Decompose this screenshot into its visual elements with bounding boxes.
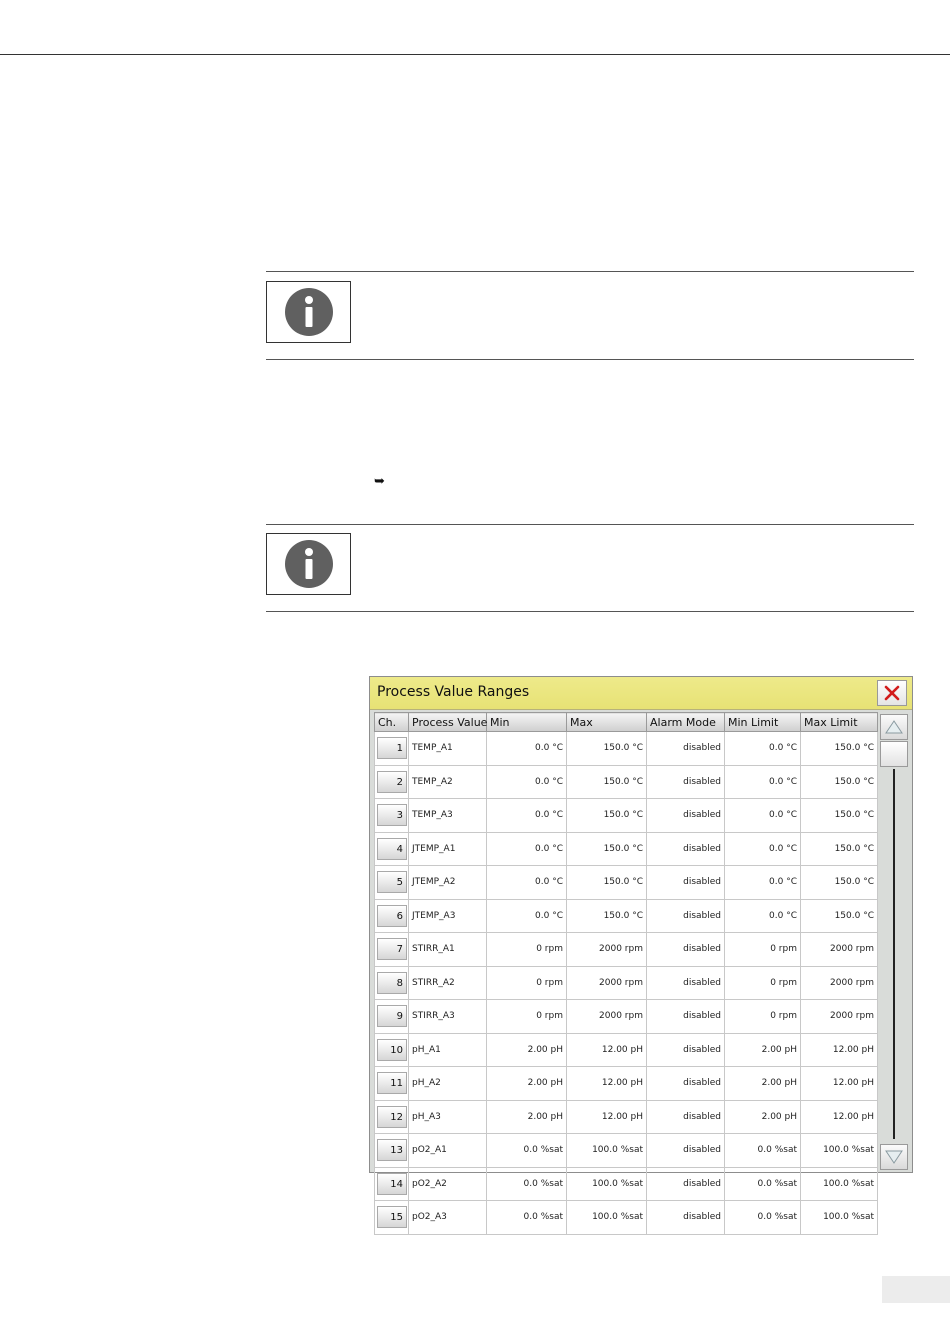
scroll-up-button[interactable] [880, 714, 908, 740]
alarm-mode-value: disabled [647, 1134, 725, 1168]
channel-button[interactable]: 6 [377, 905, 407, 927]
min-limit-value: 0.0 °C [725, 799, 801, 833]
channel-button[interactable]: 5 [377, 871, 407, 893]
min-limit-value: 0.0 °C [725, 732, 801, 766]
note-top-rule [266, 271, 914, 272]
table-row[interactable] [375, 866, 878, 900]
column-header-max[interactable]: Max [567, 713, 647, 732]
max-value: 150.0 °C [567, 832, 647, 866]
min-value: 0.0 %sat [487, 1167, 567, 1201]
process-value-name: pO2_A1 [409, 1134, 487, 1168]
vertical-scrollbar[interactable] [878, 712, 912, 1172]
alarm-mode-value: disabled [647, 866, 725, 900]
max-value: 100.0 %sat [567, 1167, 647, 1201]
max-value: 150.0 °C [567, 732, 647, 766]
arrow-right-icon: ➥ [374, 473, 385, 488]
column-header-min[interactable]: Min [487, 713, 567, 732]
min-limit-value: 2.00 pH [725, 1067, 801, 1101]
max-limit-value: 150.0 °C [801, 866, 878, 900]
info-note-box [266, 533, 351, 595]
process-values-table-area [374, 712, 877, 1224]
table-row[interactable] [375, 1033, 878, 1067]
process-value-name: pH_A2 [409, 1067, 487, 1101]
note-bottom-rule [266, 611, 914, 612]
table-row[interactable] [375, 832, 878, 866]
min-limit-value: 2.00 pH [725, 1033, 801, 1067]
channel-button[interactable]: 9 [377, 1005, 407, 1027]
max-limit-value: 150.0 °C [801, 765, 878, 799]
max-value: 2000 rpm [567, 933, 647, 967]
max-value: 100.0 %sat [567, 1201, 647, 1235]
channel-cell [375, 899, 409, 933]
process-values-table [374, 712, 878, 1235]
max-value: 2000 rpm [567, 966, 647, 1000]
min-value: 2.00 pH [487, 1100, 567, 1134]
column-header-ch[interactable]: Ch. [375, 713, 409, 732]
triangle-down-icon [885, 1150, 903, 1164]
channel-button[interactable]: 13 [377, 1139, 407, 1161]
scroll-down-button[interactable] [880, 1144, 908, 1170]
min-value: 0.0 °C [487, 765, 567, 799]
process-value-name: TEMP_A1 [409, 732, 487, 766]
max-limit-value: 12.00 pH [801, 1067, 878, 1101]
min-value: 2.00 pH [487, 1033, 567, 1067]
channel-cell [375, 966, 409, 1000]
header-rule [0, 54, 950, 55]
min-value: 0 rpm [487, 966, 567, 1000]
min-limit-value: 2.00 pH [725, 1100, 801, 1134]
max-limit-value: 100.0 %sat [801, 1167, 878, 1201]
max-limit-value: 2000 rpm [801, 1000, 878, 1034]
process-value-name: TEMP_A2 [409, 765, 487, 799]
channel-cell [375, 1100, 409, 1134]
process-value-name: pO2_A3 [409, 1201, 487, 1235]
alarm-mode-value: disabled [647, 1100, 725, 1134]
channel-cell [375, 933, 409, 967]
channel-cell [375, 1201, 409, 1235]
scroll-thumb[interactable] [880, 741, 908, 767]
table-row[interactable] [375, 899, 878, 933]
min-limit-value: 0.0 %sat [725, 1167, 801, 1201]
min-value: 2.00 pH [487, 1067, 567, 1101]
max-value: 2000 rpm [567, 1000, 647, 1034]
process-value-name: STIRR_A1 [409, 933, 487, 967]
alarm-mode-value: disabled [647, 799, 725, 833]
alarm-mode-value: disabled [647, 1167, 725, 1201]
alarm-mode-value: disabled [647, 1067, 725, 1101]
channel-cell [375, 1067, 409, 1101]
channel-button[interactable]: 4 [377, 838, 407, 860]
table-row[interactable] [375, 799, 878, 833]
max-value: 12.00 pH [567, 1100, 647, 1134]
table-row[interactable] [375, 1134, 878, 1168]
dialog-title-bar [370, 677, 912, 710]
channel-button[interactable]: 2 [377, 771, 407, 793]
min-value: 0.0 °C [487, 866, 567, 900]
process-value-name: JTEMP_A3 [409, 899, 487, 933]
max-value: 12.00 pH [567, 1033, 647, 1067]
channel-cell [375, 1000, 409, 1034]
min-value: 0 rpm [487, 1000, 567, 1034]
table-row[interactable] [375, 1201, 878, 1235]
min-limit-value: 0 rpm [725, 966, 801, 1000]
channel-cell [375, 832, 409, 866]
table-row[interactable] [375, 1167, 878, 1201]
channel-cell [375, 1033, 409, 1067]
alarm-mode-value: disabled [647, 832, 725, 866]
triangle-up-icon [885, 720, 903, 734]
channel-button[interactable]: 7 [377, 938, 407, 960]
process-value-name: pH_A3 [409, 1100, 487, 1134]
alarm-mode-value: disabled [647, 1033, 725, 1067]
max-value: 12.00 pH [567, 1067, 647, 1101]
table-row[interactable] [375, 1067, 878, 1101]
max-limit-value: 2000 rpm [801, 933, 878, 967]
process-value-name: STIRR_A3 [409, 1000, 487, 1034]
max-value: 150.0 °C [567, 866, 647, 900]
max-limit-value: 2000 rpm [801, 966, 878, 1000]
channel-button[interactable]: 15 [377, 1206, 407, 1228]
dialog-title: Process Value Ranges [377, 684, 530, 700]
close-button[interactable] [877, 680, 907, 706]
table-row[interactable] [375, 933, 878, 967]
alarm-mode-value: disabled [647, 732, 725, 766]
channel-cell [375, 866, 409, 900]
channel-button[interactable]: 10 [377, 1039, 407, 1061]
process-value-name: STIRR_A2 [409, 966, 487, 1000]
alarm-mode-value: disabled [647, 1201, 725, 1235]
channel-cell [375, 1167, 409, 1201]
max-limit-value: 150.0 °C [801, 832, 878, 866]
scroll-track[interactable] [893, 769, 895, 1139]
table-row[interactable] [375, 765, 878, 799]
channel-button[interactable]: 1 [377, 737, 407, 759]
alarm-mode-value: disabled [647, 765, 725, 799]
column-header-process-value[interactable]: Process Value [409, 713, 487, 732]
min-value: 0.0 %sat [487, 1201, 567, 1235]
process-value-name: JTEMP_A2 [409, 866, 487, 900]
table-row[interactable] [375, 1100, 878, 1134]
min-limit-value: 0.0 %sat [725, 1134, 801, 1168]
min-value: 0 rpm [487, 933, 567, 967]
min-value: 0.0 °C [487, 899, 567, 933]
channel-cell [375, 765, 409, 799]
min-limit-value: 0.0 °C [725, 899, 801, 933]
channel-button[interactable]: 14 [377, 1173, 407, 1195]
channel-cell [375, 1134, 409, 1168]
table-row[interactable] [375, 1000, 878, 1034]
max-limit-value: 150.0 °C [801, 799, 878, 833]
min-value: 0.0 °C [487, 732, 567, 766]
max-limit-value: 12.00 pH [801, 1100, 878, 1134]
column-header-min-limit[interactable]: Min Limit [725, 713, 801, 732]
page-number-tab [882, 1276, 950, 1303]
min-value: 0.0 °C [487, 799, 567, 833]
channel-button[interactable]: 11 [377, 1072, 407, 1094]
max-value: 150.0 °C [567, 799, 647, 833]
max-limit-value: 100.0 %sat [801, 1134, 878, 1168]
min-limit-value: 0.0 °C [725, 866, 801, 900]
info-icon [283, 286, 335, 338]
max-limit-value: 100.0 %sat [801, 1201, 878, 1235]
max-limit-value: 150.0 °C [801, 732, 878, 766]
alarm-mode-value: disabled [647, 933, 725, 967]
channel-button[interactable]: 3 [377, 804, 407, 826]
alarm-mode-value: disabled [647, 899, 725, 933]
close-icon [884, 685, 900, 701]
table-row[interactable] [375, 732, 878, 766]
column-header-max-limit[interactable]: Max Limit [801, 713, 878, 732]
info-icon [283, 538, 335, 590]
column-header-alarm-mode[interactable]: Alarm Mode [647, 713, 725, 732]
table-header-row [375, 713, 878, 732]
min-limit-value: 0.0 %sat [725, 1201, 801, 1235]
min-value: 0.0 °C [487, 832, 567, 866]
process-value-name: pH_A1 [409, 1033, 487, 1067]
min-limit-value: 0.0 °C [725, 765, 801, 799]
note-top-rule [266, 524, 914, 525]
alarm-mode-value: disabled [647, 966, 725, 1000]
info-note-box [266, 281, 351, 343]
channel-button[interactable]: 8 [377, 972, 407, 994]
max-limit-value: 150.0 °C [801, 899, 878, 933]
max-value: 150.0 °C [567, 765, 647, 799]
max-limit-value: 12.00 pH [801, 1033, 878, 1067]
min-value: 0.0 %sat [487, 1134, 567, 1168]
channel-button[interactable]: 12 [377, 1106, 407, 1128]
min-limit-value: 0 rpm [725, 933, 801, 967]
min-limit-value: 0.0 °C [725, 832, 801, 866]
table-row[interactable] [375, 966, 878, 1000]
channel-cell [375, 732, 409, 766]
process-value-name: TEMP_A3 [409, 799, 487, 833]
process-value-ranges-dialog [369, 676, 913, 1224]
max-value: 100.0 %sat [567, 1134, 647, 1168]
note-bottom-rule [266, 359, 914, 360]
min-limit-value: 0 rpm [725, 1000, 801, 1034]
max-value: 150.0 °C [567, 899, 647, 933]
alarm-mode-value: disabled [647, 1000, 725, 1034]
process-value-name: pO2_A2 [409, 1167, 487, 1201]
channel-cell [375, 799, 409, 833]
process-value-name: JTEMP_A1 [409, 832, 487, 866]
